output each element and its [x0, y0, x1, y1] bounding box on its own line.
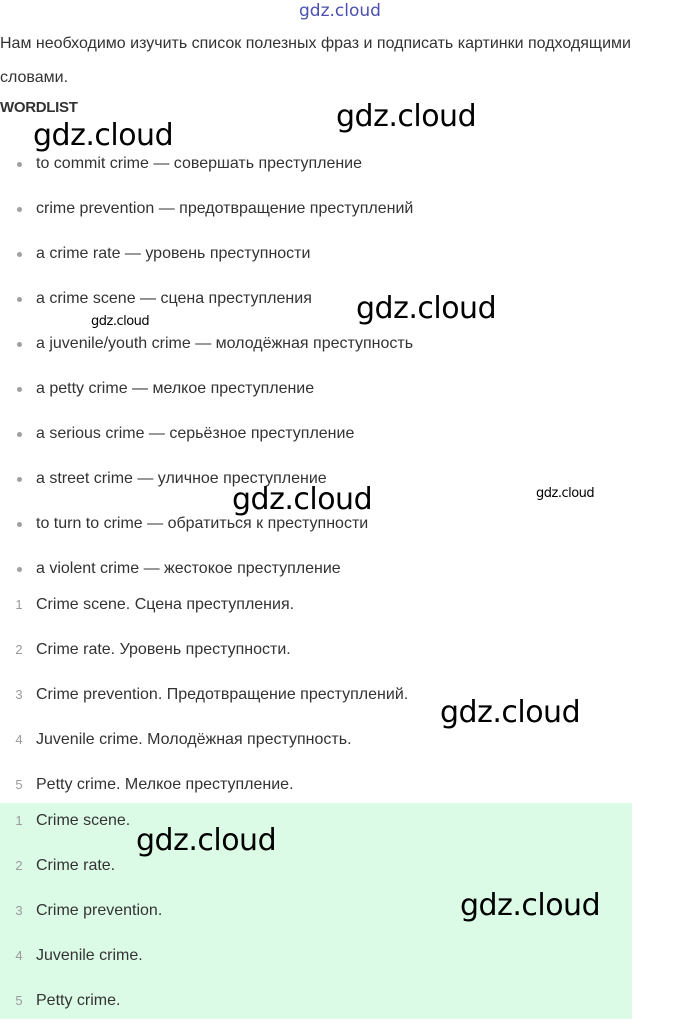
wordlist-item-text: to commit crime — совершать преступление — [36, 155, 363, 172]
watermark: gdz.cloud — [136, 823, 277, 858]
wordlist-item — [0, 233, 640, 278]
wordlist-item-text: a crime rate — уровень преступности — [36, 245, 311, 262]
watermark: gdz.cloud — [91, 314, 150, 329]
wordlist-item-text: to turn to crime — обратиться к преступности — [36, 515, 369, 532]
wordlist-item — [0, 368, 640, 413]
bullet-icon — [17, 297, 22, 302]
answer-text: Crime scene. Сцена преступления. — [36, 596, 295, 613]
watermark: gdz.cloud — [536, 486, 595, 501]
answer-number: 1 — [15, 813, 23, 828]
watermark: gdz.cloud — [232, 482, 373, 517]
answer-item — [0, 845, 640, 890]
answer-item — [0, 629, 640, 674]
answer-number: 5 — [15, 993, 23, 1008]
answer-number: 2 — [15, 858, 23, 873]
bullet-icon — [17, 252, 22, 257]
wordlist-item-text: a street crime — уличное преступление — [36, 470, 327, 487]
watermark: gdz.cloud — [336, 99, 477, 134]
answer-number: 2 — [15, 642, 23, 657]
answer-text: Petty crime. — [36, 992, 121, 1009]
wordlist-item-text: a crime scene — сцена преступления — [36, 290, 312, 307]
answer-text: Crime scene. — [36, 812, 131, 829]
wordlist-item-text: crime prevention — предотвращение преступлений — [36, 200, 414, 217]
wordlist-item — [0, 323, 640, 368]
bullet-icon — [17, 387, 22, 392]
answer-number: 4 — [15, 948, 23, 963]
answer-number: 3 — [15, 687, 23, 702]
bullet-icon — [17, 522, 22, 527]
watermark: gdz.cloud — [33, 118, 174, 153]
answer-text: Crime rate. Уровень преступности. — [36, 641, 291, 658]
answer-item — [0, 935, 640, 980]
wordlist-item-text: a juvenile/youth crime — молодёжная преступность — [36, 335, 414, 352]
site-watermark-top: gdz.cloud — [299, 1, 381, 21]
watermark: gdz.cloud — [440, 695, 581, 730]
watermark: gdz.cloud — [460, 888, 601, 923]
answer-item — [0, 800, 640, 845]
answer-number: 3 — [15, 903, 23, 918]
wordlist-heading: WORDLIST — [0, 99, 78, 116]
wordlist — [0, 143, 640, 593]
wordlist-item — [0, 188, 640, 233]
wordlist-item-text: a serious crime — серьёзное преступление — [36, 425, 355, 442]
answer-number: 1 — [15, 597, 23, 612]
answer-text: Crime prevention. Предотвращение преступлений. — [36, 686, 409, 703]
answer-text: Crime rate. — [36, 857, 116, 874]
answer-item — [0, 980, 640, 1025]
bullet-icon — [17, 207, 22, 212]
answer-number: 4 — [15, 732, 23, 747]
bullet-icon — [17, 342, 22, 347]
answer-number: 5 — [15, 777, 23, 792]
bullet-icon — [17, 432, 22, 437]
wordlist-item-text: a violent crime — жестокое преступление — [36, 560, 341, 577]
intro-text: Нам необходимо изучить список полезных фраз и подписать картинки подходящими словами. — [0, 35, 631, 86]
wordlist-item-text: a petty crime — мелкое преступление — [36, 380, 315, 397]
bullet-icon — [17, 477, 22, 482]
answer-text: Juvenile crime. Молодёжная преступность. — [36, 731, 352, 748]
wordlist-item — [0, 413, 640, 458]
bullet-icon — [17, 162, 22, 167]
watermark: gdz.cloud — [356, 291, 497, 326]
answer-text: Petty crime. Мелкое преступление. — [36, 776, 294, 793]
answer-item — [0, 584, 640, 629]
bullet-icon — [17, 567, 22, 572]
answer-text: Crime prevention. — [36, 902, 163, 919]
answer-text: Juvenile crime. — [36, 947, 143, 964]
